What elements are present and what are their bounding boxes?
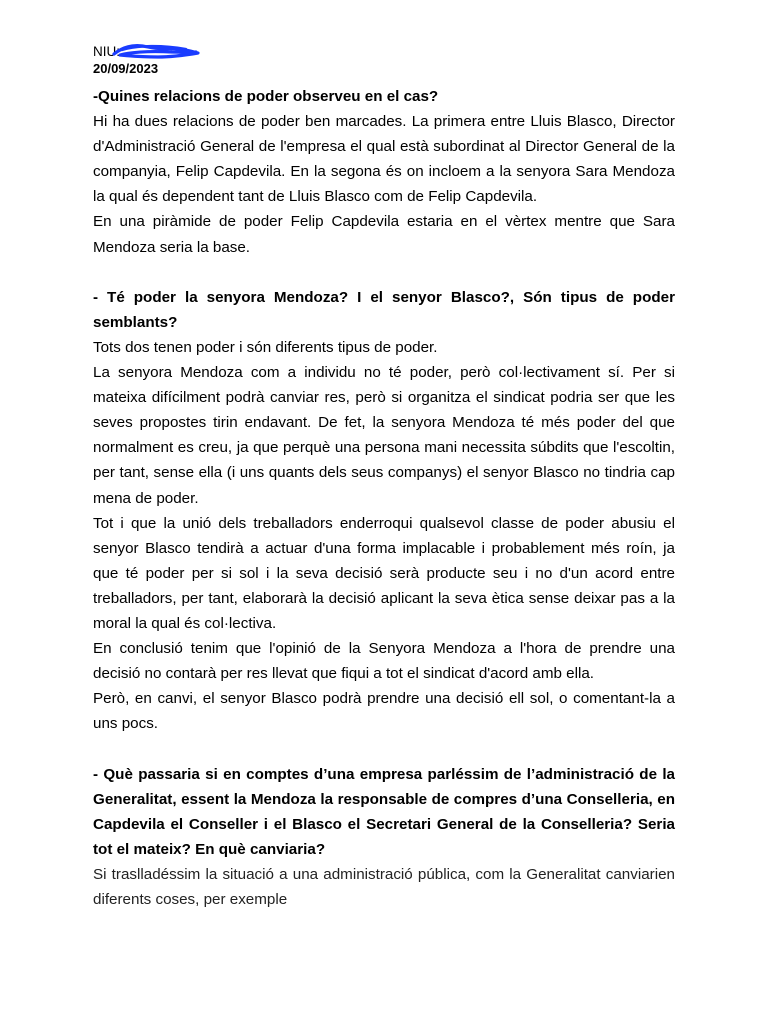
document-body: [93, 84, 675, 912]
answer-2-paragraph-3: Tot i que la unió dels treballadors enderroqui qualsevol classe de poder abusiu el senyor Blasco tendirà a actuar d'una forma implacable i probablement més roín, ja que té poder per si sol i la seva decisió serà producte seu i no d'un acord entre treballadors, per tant, elaborarà la decisió aplicant la seva ètica sense deixar pas a la moral la qual és col·lectiva.: [93, 514, 675, 632]
answer-2-paragraph-4: En conclusió tenim que l'opinió de la Senyora Mendoza a l'hora de prendre una decisió no contarà per res llevat que fiqui a tot el sindicat d'acord amb ella.: [93, 640, 675, 683]
document-date: 20/09/2023: [93, 61, 159, 76]
answer-2-paragraph-2: La senyora Mendoza com a individu no té poder, però col·lectivament sí. Per si mateixa difícilment podrà canviar res, però si organitza el sindicat podria ser que les seves propostes tirin endavant. De fet, la senyora Mendoza té més poder del que normalment es creu, ja que perquè una persona mani necessita súbdits que l'escoltin, per tant, sense ella (i uns quants dels seus companys) el senyor Blasco no tindria cap mena de poder.: [93, 364, 675, 507]
question-1: -Quines relacions de poder observeu en el cas?: [93, 88, 439, 105]
question-2: - Té poder la senyora Mendoza? I el senyor Blasco?, Són tipus de poder semblants?: [93, 288, 675, 331]
answer-3-paragraph-1: Si traslladéssim la situació a una administració pública, com la Generalitat canviarien diferents coses, per exemple: [93, 865, 675, 908]
answer-1-paragraph-2: En una piràmide de poder Felip Capdevila estaria en el vèrtex mentre que Sara Mendoza seria la base.: [93, 213, 675, 256]
niu-label: NIU:: [93, 44, 120, 59]
answer-2-paragraph-5: Però, en canvi, el senyor Blasco podrà prendre una decisió ell sol, o comentant-la a uns pocs.: [93, 690, 675, 733]
answer-2-paragraph-1: Tots dos tenen poder i són diferents tipus de poder.: [93, 338, 438, 356]
answer-1-paragraph-1: Hi ha dues relacions de poder ben marcades. La primera entre Lluis Blasco, Director d'Administració General de l'empresa el qual està subordinat al Director General de la companyia, Felip Capdevila. En la segona és on incloem a la senyora Sara Mendoza la qual és dependent tant de Lluis Blasco com de Felip Capdevila.: [93, 113, 675, 206]
question-3: - Què passaria si en comptes d’una empresa parléssim de l’administració de la Generalitat, essent la Mendoza la responsable de compres d’una Conselleria, en Capdevila el Conseller i el Blasco el Secretari General de la Conselleria? Seria tot el mateix? En què canviaria?: [93, 765, 675, 858]
